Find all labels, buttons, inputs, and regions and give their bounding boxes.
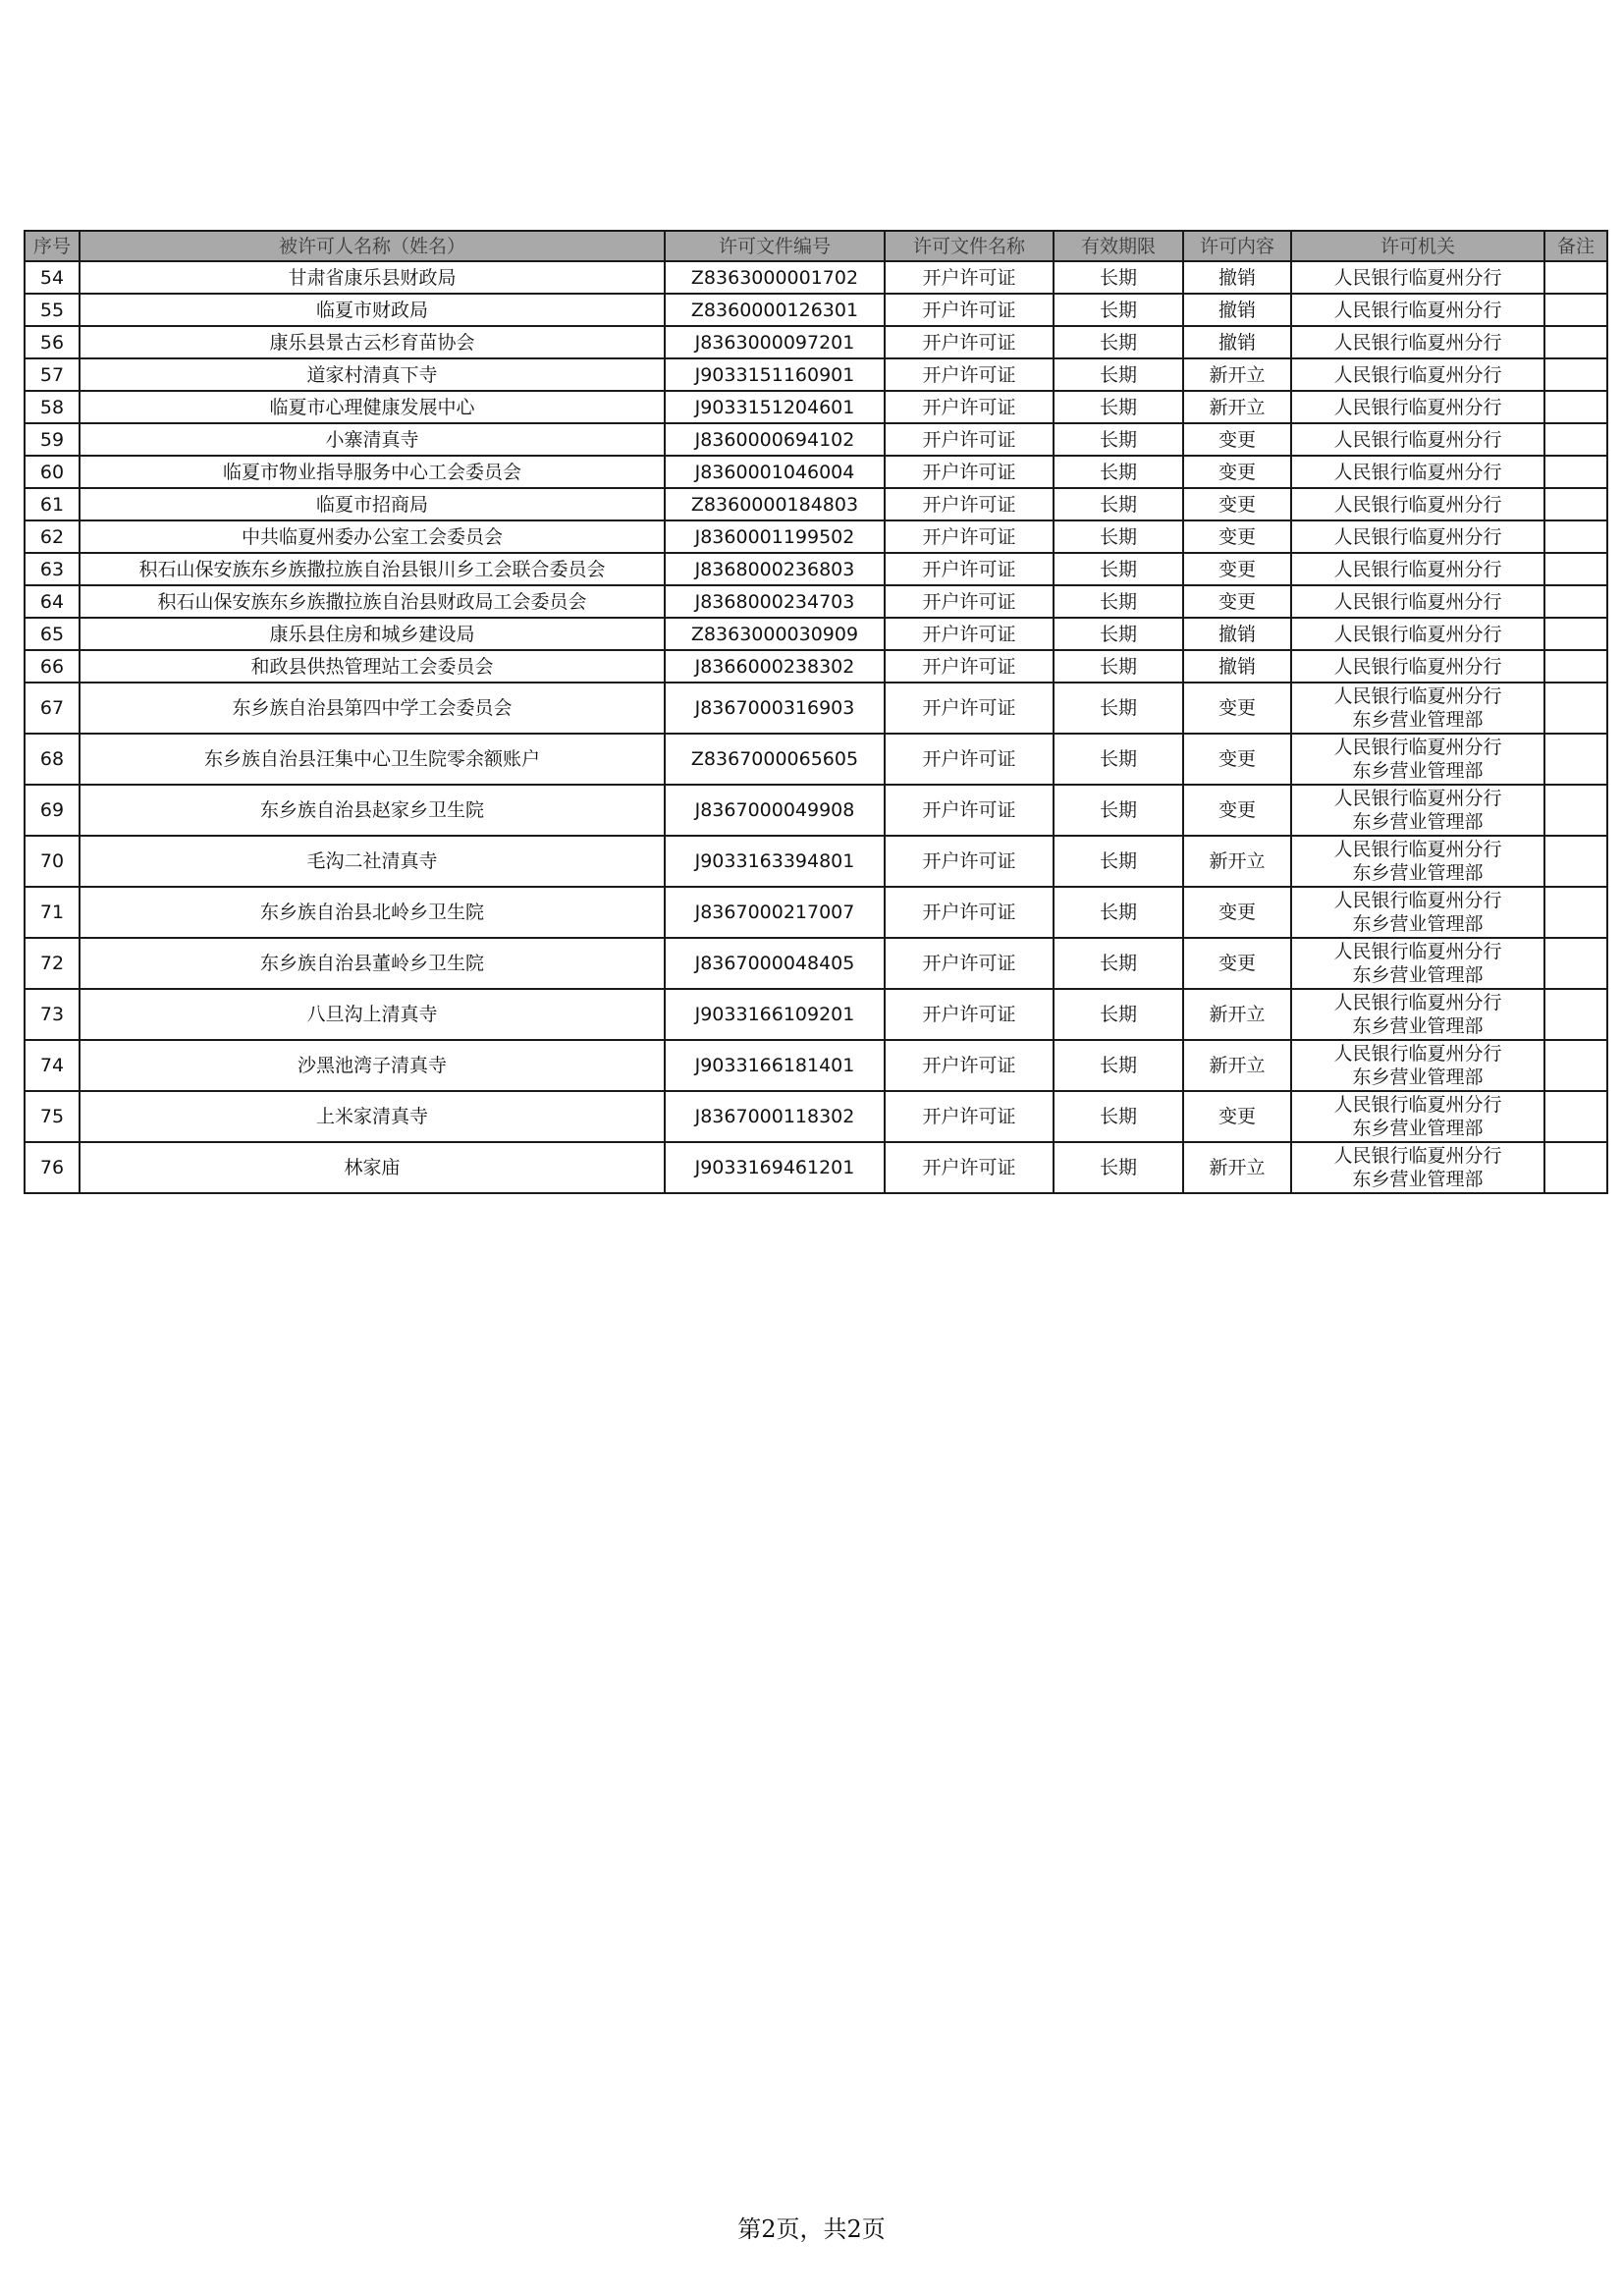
table-row (25, 326, 1607, 358)
cell-authority (1291, 585, 1544, 618)
cell-authority (1291, 734, 1544, 785)
cell-content: 变更 (1183, 734, 1291, 785)
authority-line: 人民银行临夏州分行 (1333, 461, 1502, 483)
cell-authority (1291, 836, 1544, 887)
cell-note (1544, 1142, 1607, 1193)
cell-code: J8368000236803 (665, 553, 885, 585)
cell-no: 58 (25, 391, 80, 423)
cell-content: 撤销 (1183, 650, 1291, 683)
cell-note (1544, 734, 1607, 785)
cell-doc: 开户许可证 (885, 326, 1054, 358)
cell-doc: 开户许可证 (885, 785, 1054, 836)
table-row (25, 785, 1607, 836)
authority-line: 人民银行临夏州分行 (1333, 1094, 1502, 1116)
cell-content: 变更 (1183, 520, 1291, 553)
authority-line: 东乡营业管理部 (1352, 1169, 1484, 1190)
cell-name: 临夏市物业指导服务中心工会委员会 (80, 456, 665, 488)
cell-no: 55 (25, 294, 80, 326)
cell-doc: 开户许可证 (885, 294, 1054, 326)
cell-name: 康乐县景古云杉育苗协会 (80, 326, 665, 358)
cell-content: 新开立 (1183, 1040, 1291, 1091)
cell-no: 56 (25, 326, 80, 358)
cell-doc: 开户许可证 (885, 391, 1054, 423)
cell-name: 八旦沟上清真寺 (80, 989, 665, 1040)
cell-name: 东乡族自治县汪集中心卫生院零余额账户 (80, 734, 665, 785)
authority-line: 东乡营业管理部 (1352, 1118, 1484, 1139)
table-row (25, 650, 1607, 683)
cell-doc: 开户许可证 (885, 618, 1054, 650)
cell-content: 撤销 (1183, 294, 1291, 326)
cell-authority (1291, 938, 1544, 989)
cell-name: 积石山保安族东乡族撒拉族自治县银川乡工会联合委员会 (80, 553, 665, 585)
authority-line: 人民银行临夏州分行 (1333, 363, 1502, 386)
cell-note (1544, 1091, 1607, 1142)
cell-authority (1291, 294, 1544, 326)
cell-content: 撤销 (1183, 618, 1291, 650)
cell-period: 长期 (1054, 650, 1183, 683)
table-row (25, 938, 1607, 989)
cell-no: 68 (25, 734, 80, 785)
cell-authority (1291, 887, 1544, 938)
cell-note (1544, 683, 1607, 734)
table-row (25, 456, 1607, 488)
table-row (25, 261, 1607, 294)
table-row (25, 358, 1607, 391)
authority-line: 人民银行临夏州分行 (1333, 331, 1502, 354)
authority-line: 东乡营业管理部 (1352, 964, 1484, 986)
cell-content: 变更 (1183, 1091, 1291, 1142)
authority-line: 人民银行临夏州分行 (1333, 558, 1502, 580)
cell-period: 长期 (1054, 683, 1183, 734)
cell-no: 60 (25, 456, 80, 488)
cell-period: 长期 (1054, 391, 1183, 423)
cell-code: J8360001046004 (665, 456, 885, 488)
cell-note (1544, 423, 1607, 456)
cell-doc: 开户许可证 (885, 887, 1054, 938)
header-no: 序号 (25, 231, 80, 261)
cell-code: Z8360000126301 (665, 294, 885, 326)
cell-code: Z8363000030909 (665, 618, 885, 650)
cell-period: 长期 (1054, 734, 1183, 785)
cell-name: 小寨清真寺 (80, 423, 665, 456)
authority-line: 东乡营业管理部 (1352, 811, 1484, 833)
cell-content: 新开立 (1183, 1142, 1291, 1193)
cell-doc: 开户许可证 (885, 734, 1054, 785)
cell-code: J8367000049908 (665, 785, 885, 836)
cell-code: J8367000316903 (665, 683, 885, 734)
cell-code: J9033166109201 (665, 989, 885, 1040)
cell-authority (1291, 391, 1544, 423)
authority-line: 人民银行临夏州分行 (1333, 788, 1502, 809)
header-doc: 许可文件名称 (885, 231, 1054, 261)
cell-code: J8367000118302 (665, 1091, 885, 1142)
cell-no: 76 (25, 1142, 80, 1193)
cell-note (1544, 585, 1607, 618)
cell-period: 长期 (1054, 488, 1183, 520)
cell-content: 变更 (1183, 456, 1291, 488)
cell-code: J8367000048405 (665, 938, 885, 989)
cell-authority (1291, 261, 1544, 294)
cell-content: 变更 (1183, 423, 1291, 456)
cell-no: 74 (25, 1040, 80, 1091)
cell-note (1544, 650, 1607, 683)
cell-no: 67 (25, 683, 80, 734)
authority-line: 人民银行临夏州分行 (1333, 396, 1502, 418)
cell-period: 长期 (1054, 1040, 1183, 1091)
cell-content: 新开立 (1183, 989, 1291, 1040)
cell-authority (1291, 358, 1544, 391)
table-row (25, 391, 1607, 423)
cell-note (1544, 1040, 1607, 1091)
cell-content: 变更 (1183, 683, 1291, 734)
authority-line: 东乡营业管理部 (1352, 709, 1484, 731)
table-body (25, 261, 1607, 1193)
cell-content: 新开立 (1183, 358, 1291, 391)
authority-line: 人民银行临夏州分行 (1333, 493, 1502, 516)
authority-line: 人民银行临夏州分行 (1333, 737, 1502, 758)
cell-no: 75 (25, 1091, 80, 1142)
cell-period: 长期 (1054, 261, 1183, 294)
cell-note (1544, 326, 1607, 358)
cell-name: 东乡族自治县董岭乡卫生院 (80, 938, 665, 989)
cell-content: 变更 (1183, 585, 1291, 618)
cell-doc: 开户许可证 (885, 488, 1054, 520)
cell-note (1544, 294, 1607, 326)
authority-line: 人民银行临夏州分行 (1333, 992, 1502, 1013)
cell-no: 70 (25, 836, 80, 887)
cell-name: 道家村清真下寺 (80, 358, 665, 391)
table-row (25, 1142, 1607, 1193)
table-header-row (25, 231, 1607, 261)
cell-content: 变更 (1183, 938, 1291, 989)
authority-line: 人民银行临夏州分行 (1333, 525, 1502, 548)
cell-name: 东乡族自治县赵家乡卫生院 (80, 785, 665, 836)
cell-authority (1291, 553, 1544, 585)
cell-authority (1291, 618, 1544, 650)
cell-code: J8368000234703 (665, 585, 885, 618)
cell-content: 变更 (1183, 488, 1291, 520)
cell-authority (1291, 520, 1544, 553)
cell-content: 变更 (1183, 887, 1291, 938)
table-row (25, 488, 1607, 520)
cell-code: J8360000694102 (665, 423, 885, 456)
cell-name: 积石山保安族东乡族撒拉族自治县财政局工会委员会 (80, 585, 665, 618)
cell-name: 和政县供热管理站工会委员会 (80, 650, 665, 683)
cell-no: 64 (25, 585, 80, 618)
cell-period: 长期 (1054, 1091, 1183, 1142)
cell-code: J9033163394801 (665, 836, 885, 887)
cell-no: 63 (25, 553, 80, 585)
cell-code: J8366000238302 (665, 650, 885, 683)
authority-line: 东乡营业管理部 (1352, 760, 1484, 782)
cell-code: Z8363000001702 (665, 261, 885, 294)
authority-line: 人民银行临夏州分行 (1333, 685, 1502, 707)
cell-authority (1291, 326, 1544, 358)
cell-content: 变更 (1183, 785, 1291, 836)
cell-name: 上米家清真寺 (80, 1091, 665, 1142)
cell-authority (1291, 1142, 1544, 1193)
cell-code: J9033166181401 (665, 1040, 885, 1091)
cell-authority (1291, 456, 1544, 488)
cell-period: 长期 (1054, 520, 1183, 553)
cell-content: 变更 (1183, 553, 1291, 585)
cell-no: 73 (25, 989, 80, 1040)
cell-code: Z8367000065605 (665, 734, 885, 785)
cell-name: 中共临夏州委办公室工会委员会 (80, 520, 665, 553)
cell-doc: 开户许可证 (885, 1040, 1054, 1091)
table-row (25, 618, 1607, 650)
cell-doc: 开户许可证 (885, 836, 1054, 887)
cell-name: 毛沟二社清真寺 (80, 836, 665, 887)
permit-table (24, 230, 1608, 1194)
cell-period: 长期 (1054, 618, 1183, 650)
cell-period: 长期 (1054, 1142, 1183, 1193)
authority-line: 人民银行临夏州分行 (1333, 590, 1502, 613)
cell-doc: 开户许可证 (885, 358, 1054, 391)
cell-name: 甘肃省康乐县财政局 (80, 261, 665, 294)
cell-period: 长期 (1054, 836, 1183, 887)
header-name: 被许可人名称（姓名） (80, 231, 665, 261)
cell-note (1544, 887, 1607, 938)
cell-name: 临夏市财政局 (80, 294, 665, 326)
cell-authority (1291, 785, 1544, 836)
header-authority: 许可机关 (1291, 231, 1544, 261)
cell-authority (1291, 683, 1544, 734)
cell-doc: 开户许可证 (885, 1091, 1054, 1142)
cell-no: 69 (25, 785, 80, 836)
cell-no: 66 (25, 650, 80, 683)
header-content: 许可内容 (1183, 231, 1291, 261)
cell-note (1544, 989, 1607, 1040)
cell-doc: 开户许可证 (885, 520, 1054, 553)
table-row (25, 553, 1607, 585)
cell-note (1544, 938, 1607, 989)
header-code: 许可文件编号 (665, 231, 885, 261)
cell-code: J8363000097201 (665, 326, 885, 358)
cell-doc: 开户许可证 (885, 456, 1054, 488)
cell-period: 长期 (1054, 585, 1183, 618)
cell-authority (1291, 488, 1544, 520)
cell-period: 长期 (1054, 887, 1183, 938)
authority-line: 人民银行临夏州分行 (1333, 428, 1502, 451)
cell-content: 新开立 (1183, 836, 1291, 887)
cell-period: 长期 (1054, 553, 1183, 585)
authority-line: 人民银行临夏州分行 (1333, 890, 1502, 911)
cell-doc: 开户许可证 (885, 261, 1054, 294)
cell-name: 康乐县住房和城乡建设局 (80, 618, 665, 650)
cell-doc: 开户许可证 (885, 938, 1054, 989)
table-row (25, 734, 1607, 785)
cell-code: Z8360000184803 (665, 488, 885, 520)
cell-doc: 开户许可证 (885, 585, 1054, 618)
authority-line: 东乡营业管理部 (1352, 1066, 1484, 1088)
cell-note (1544, 358, 1607, 391)
cell-period: 长期 (1054, 326, 1183, 358)
authority-line: 人民银行临夏州分行 (1333, 299, 1502, 321)
cell-note (1544, 456, 1607, 488)
cell-period: 长期 (1054, 785, 1183, 836)
cell-name: 东乡族自治县第四中学工会委员会 (80, 683, 665, 734)
cell-period: 长期 (1054, 423, 1183, 456)
cell-no: 65 (25, 618, 80, 650)
cell-code: J9033151204601 (665, 391, 885, 423)
authority-line: 人民银行临夏州分行 (1333, 655, 1502, 678)
cell-doc: 开户许可证 (885, 1142, 1054, 1193)
authority-line: 人民银行临夏州分行 (1333, 1145, 1502, 1167)
cell-note (1544, 488, 1607, 520)
header-period: 有效期限 (1054, 231, 1183, 261)
cell-name: 林家庙 (80, 1142, 665, 1193)
cell-doc: 开户许可证 (885, 650, 1054, 683)
authority-line: 人民银行临夏州分行 (1333, 1043, 1502, 1065)
authority-line: 东乡营业管理部 (1352, 862, 1484, 884)
cell-authority (1291, 423, 1544, 456)
cell-code: J8360001199502 (665, 520, 885, 553)
cell-note (1544, 785, 1607, 836)
cell-authority (1291, 1091, 1544, 1142)
cell-note (1544, 520, 1607, 553)
table-row (25, 989, 1607, 1040)
table-row (25, 887, 1607, 938)
cell-period: 长期 (1054, 294, 1183, 326)
cell-doc: 开户许可证 (885, 423, 1054, 456)
table-row (25, 836, 1607, 887)
cell-no: 61 (25, 488, 80, 520)
cell-period: 长期 (1054, 456, 1183, 488)
header-note: 备注 (1544, 231, 1607, 261)
table-row (25, 1040, 1607, 1091)
authority-line: 东乡营业管理部 (1352, 913, 1484, 935)
cell-no: 62 (25, 520, 80, 553)
table-row (25, 520, 1607, 553)
cell-note (1544, 618, 1607, 650)
cell-content: 撤销 (1183, 261, 1291, 294)
table-row (25, 1091, 1607, 1142)
cell-doc: 开户许可证 (885, 683, 1054, 734)
cell-authority (1291, 650, 1544, 683)
authority-line: 人民银行临夏州分行 (1333, 941, 1502, 962)
cell-note (1544, 836, 1607, 887)
cell-period: 长期 (1054, 938, 1183, 989)
cell-name: 临夏市心理健康发展中心 (80, 391, 665, 423)
cell-no: 54 (25, 261, 80, 294)
table-row (25, 294, 1607, 326)
cell-name: 沙黑池湾子清真寺 (80, 1040, 665, 1091)
authority-line: 人民银行临夏州分行 (1333, 839, 1502, 860)
cell-period: 长期 (1054, 358, 1183, 391)
cell-content: 撤销 (1183, 326, 1291, 358)
cell-note (1544, 261, 1607, 294)
cell-note (1544, 553, 1607, 585)
cell-code: J8367000217007 (665, 887, 885, 938)
table-row (25, 585, 1607, 618)
cell-no: 72 (25, 938, 80, 989)
authority-line: 东乡营业管理部 (1352, 1015, 1484, 1037)
authority-line: 人民银行临夏州分行 (1333, 623, 1502, 645)
cell-note (1544, 391, 1607, 423)
cell-code: J9033151160901 (665, 358, 885, 391)
table-row (25, 423, 1607, 456)
cell-name: 东乡族自治县北岭乡卫生院 (80, 887, 665, 938)
cell-doc: 开户许可证 (885, 989, 1054, 1040)
page-footer: 第2页，共2页 (737, 2215, 886, 2243)
cell-period: 长期 (1054, 989, 1183, 1040)
cell-no: 71 (25, 887, 80, 938)
cell-content: 新开立 (1183, 391, 1291, 423)
cell-code: J9033169461201 (665, 1142, 885, 1193)
table-row (25, 683, 1607, 734)
cell-authority (1291, 1040, 1544, 1091)
cell-doc: 开户许可证 (885, 553, 1054, 585)
cell-authority (1291, 989, 1544, 1040)
authority-line: 人民银行临夏州分行 (1333, 266, 1502, 289)
cell-no: 57 (25, 358, 80, 391)
cell-name: 临夏市招商局 (80, 488, 665, 520)
cell-no: 59 (25, 423, 80, 456)
